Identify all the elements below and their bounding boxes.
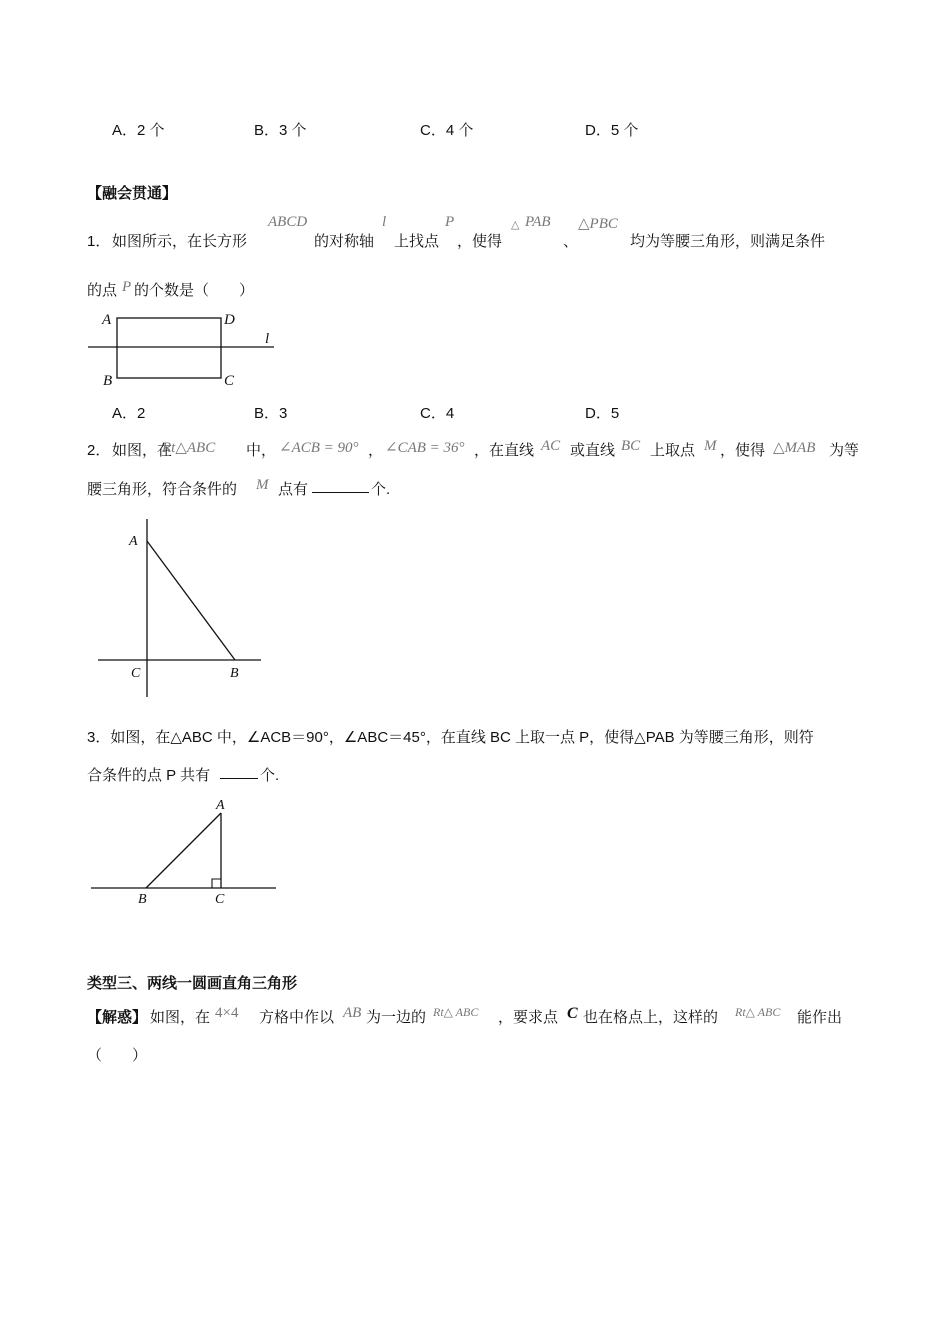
q1-fig-label-c: C xyxy=(224,373,235,389)
q1-math-l: l xyxy=(382,214,387,230)
top-option-a: A．2 个 xyxy=(112,122,165,139)
q1-text-1: 如图所示，在长方形 xyxy=(112,233,248,250)
jiehuo-text-6: 能作出 xyxy=(797,1009,843,1026)
jiehuo-text-3: 为一边的 xyxy=(366,1009,427,1026)
q2-line2-math-m: M xyxy=(256,477,269,493)
q1-text-6: 均为等腰三角形，则满足条件 xyxy=(630,233,826,250)
q3-fig-label-c: C xyxy=(215,892,225,907)
jiehuo-math-rt-abc-2: Rt△ ABC xyxy=(735,1005,781,1019)
q2-text-6: 上取点 xyxy=(650,442,696,459)
q1-fig-label-d: D xyxy=(224,312,235,328)
q3-line1: 3．如图，在△ABC 中，∠ACB＝90°，∠ABC＝45°，在直线 BC 上取一点 P，使得△PAB 为等腰三角形，则符 xyxy=(87,729,814,746)
jiehuo-text-4: ，要求点 xyxy=(498,1009,559,1026)
q2-text-5: 或直线 xyxy=(570,442,616,459)
top-option-c: C．4 个 xyxy=(420,122,474,139)
q2-line2-text-a: 腰三角形，符合条件的 xyxy=(87,481,238,498)
q1-line2-math-p: P xyxy=(122,279,132,295)
q2-line2-text-c: 个. xyxy=(371,481,391,498)
right-angle-mark xyxy=(212,879,221,888)
q2-fig-label-b: B xyxy=(230,666,239,681)
q1-text-4: ，使得 xyxy=(457,233,503,250)
q1-math-pab: PAB xyxy=(525,214,551,230)
jiehuo-text-1: 如图，在 xyxy=(150,1009,211,1026)
q2-text-8: 为等 xyxy=(829,442,860,459)
jiehuo-line2: （ ） xyxy=(87,1047,148,1064)
q1-line2-text-b: 的个数是（ ） xyxy=(134,282,255,299)
q2-math-ac: AC xyxy=(541,438,561,454)
side-ab xyxy=(146,813,221,888)
q1-fig-label-b: B xyxy=(103,373,113,389)
jiehuo-math-rt-abc-1: Rt△ ABC xyxy=(433,1005,479,1019)
q1-fig-label-a: A xyxy=(102,312,112,328)
q2-text-1: 如图，在 xyxy=(112,442,173,459)
jiehuo-label: 【解惑】 xyxy=(87,1009,148,1026)
q1-text-2: 的对称轴 xyxy=(314,233,375,250)
q2-math-bc: BC xyxy=(621,438,641,454)
q1-option-b: B．3 xyxy=(254,405,288,422)
q1-fig-label-l: l xyxy=(265,331,270,347)
q1-option-a: A．2 xyxy=(112,405,146,422)
q1-math-abcd: ABCD xyxy=(268,214,308,230)
q2-math-m: M xyxy=(704,438,717,454)
q1-math-tri-symbol: △ xyxy=(511,219,520,231)
q2-fig-label-a: A xyxy=(129,534,138,549)
section-title: 【融会贯通】 xyxy=(87,185,178,202)
type3-title: 类型三、两线一圆画直角三角形 xyxy=(87,975,298,992)
q2-text-7: ，使得 xyxy=(720,442,766,459)
q2-fig-label-c: C xyxy=(131,666,141,681)
q2-line2-text-b: 点有 xyxy=(278,481,309,498)
top-option-d: D．5 个 xyxy=(585,122,639,139)
q2-math-mab: △MAB xyxy=(773,440,816,456)
jiehuo-text-2: 方格中作以 xyxy=(259,1009,335,1026)
q1-line2-text-a: 的点 xyxy=(87,282,118,299)
q2-number: 2． xyxy=(87,442,111,459)
q2-math-rt-abc: Rt△ABC xyxy=(162,440,216,456)
q3-line2-text-b: 个. xyxy=(260,767,280,784)
q1-text-3: 上找点 xyxy=(394,233,440,250)
q2-text-2: 中， xyxy=(246,442,277,459)
q1-math-pbc: △PBC xyxy=(578,216,618,232)
q2-math-angle-acb: ∠ACB = 90° xyxy=(279,440,359,456)
q1-math-p: P xyxy=(445,214,455,230)
q2-text-4: ，在直线 xyxy=(474,442,535,459)
jiehuo-text-5: 也在格点上，这样的 xyxy=(583,1009,719,1026)
q1-text-5: 、 xyxy=(563,233,579,250)
q1-option-c: C．4 xyxy=(420,405,455,422)
q3-line2-text-a: 合条件的点 P 共有 xyxy=(87,767,211,784)
jiehuo-math-grid: 4×4 xyxy=(215,1005,239,1021)
q3-fig-label-b: B xyxy=(138,892,147,907)
top-option-b: B．3 个 xyxy=(254,122,307,139)
q1-option-d: D．5 xyxy=(585,405,620,422)
jiehuo-math-ab: AB xyxy=(343,1005,362,1021)
q2-text-3: ， xyxy=(368,442,384,459)
q1-number: 1． xyxy=(87,233,111,250)
q3-fig-label-a: A xyxy=(216,798,225,813)
q2-math-angle-cab: ∠CAB = 36° xyxy=(385,440,465,456)
jiehuo-math-c: C xyxy=(567,1005,578,1022)
